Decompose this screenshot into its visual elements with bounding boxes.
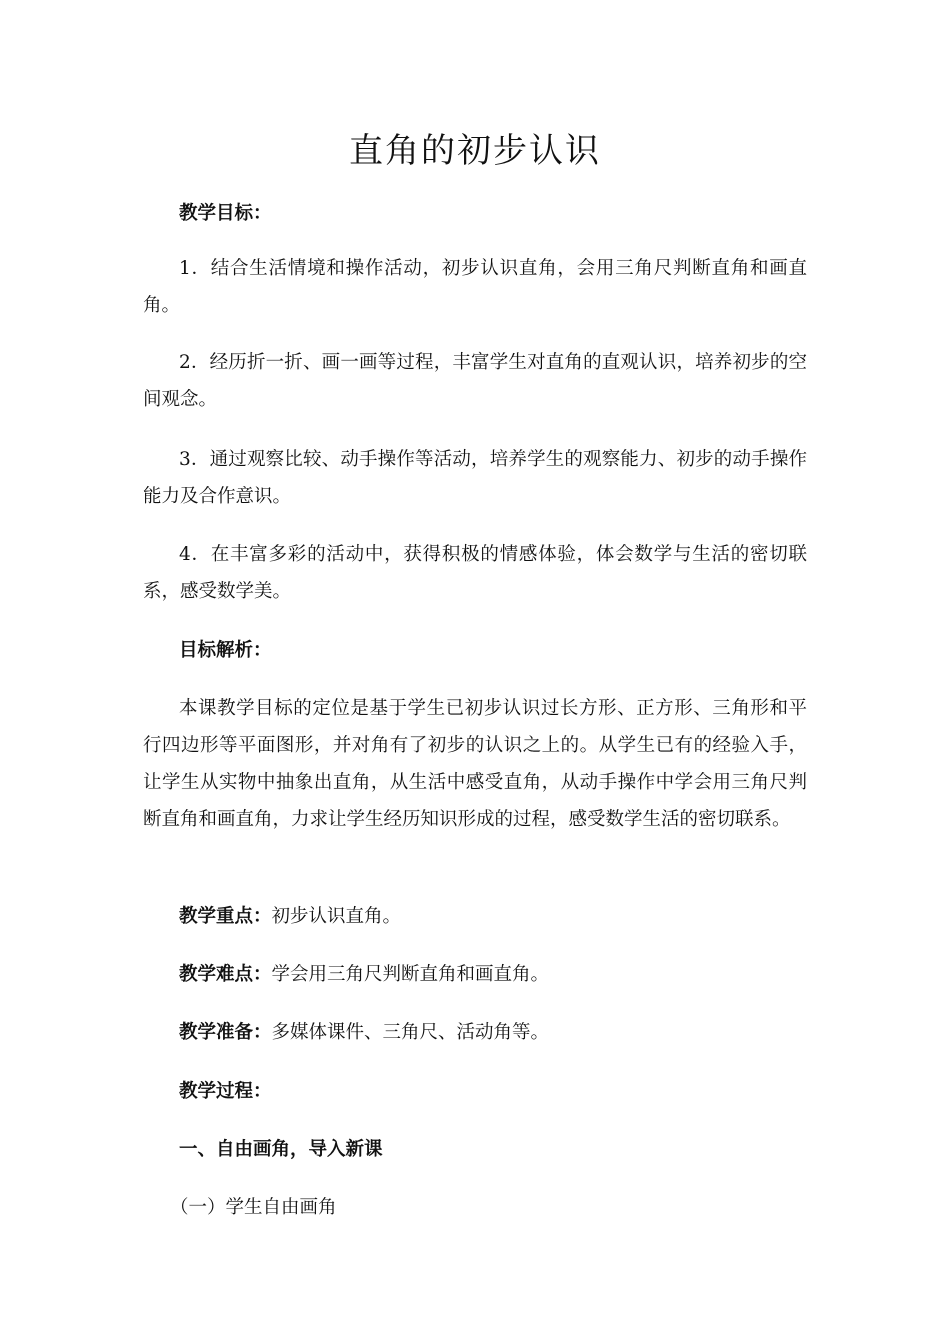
objective-item-2: 2．经历折一折、画一画等过程，丰富学生对直角的直观认识，培养初步的空间观念。 — [143, 352, 807, 410]
objective-item-4: 4．在丰富多彩的活动中，获得积极的情感体验，体会数学与生活的密切联系，感受数学美。 — [143, 544, 807, 602]
preparation-label: 教学准备： — [179, 1022, 272, 1043]
document-title: 直角的初步认识 — [349, 131, 601, 171]
key-point-label: 教学重点： — [179, 906, 272, 927]
analysis-paragraph: 本课教学目标的定位是基于学生已初步认识过长方形、正方形、三角形和平行四边形等平面图形，并对角有了初步的认识之上的。从学生已有的经验入手，让学生从实物中抽象出直角，从生活中感受直角，从动手操作中学会用三角尺判断直角和画直角，力求让学生经历知识形成的过程，感受数学生活的密切联系。 — [143, 698, 807, 830]
preparation-text: 多媒体课件、三角尺、活动角等。 — [271, 1022, 550, 1043]
difficulty-label: 教学难点： — [179, 964, 272, 985]
key-point-text: 初步认识直角。 — [271, 906, 402, 927]
analysis-heading: 目标解析： — [179, 640, 272, 661]
process-heading: 教学过程： — [179, 1081, 272, 1102]
subsection-heading-1: （一）学生自由画角 — [170, 1197, 337, 1218]
key-point-line — [179, 898, 401, 935]
objective-item-3: 3．通过观察比较、动手操作等活动，培养学生的观察能力、初步的动手操作能力及合作意识。 — [143, 449, 807, 507]
objectives-heading: 教学目标： — [179, 203, 272, 224]
difficulty-text: 学会用三角尺判断直角和画直角。 — [271, 964, 550, 985]
section-heading-1: 一、自由画角，导入新课 — [179, 1139, 383, 1160]
preparation-line — [179, 1014, 549, 1051]
objective-item-1: 1．结合生活情境和操作活动，初步认识直角，会用三角尺判断直角和画直角。 — [143, 258, 807, 316]
difficulty-line — [179, 956, 549, 993]
